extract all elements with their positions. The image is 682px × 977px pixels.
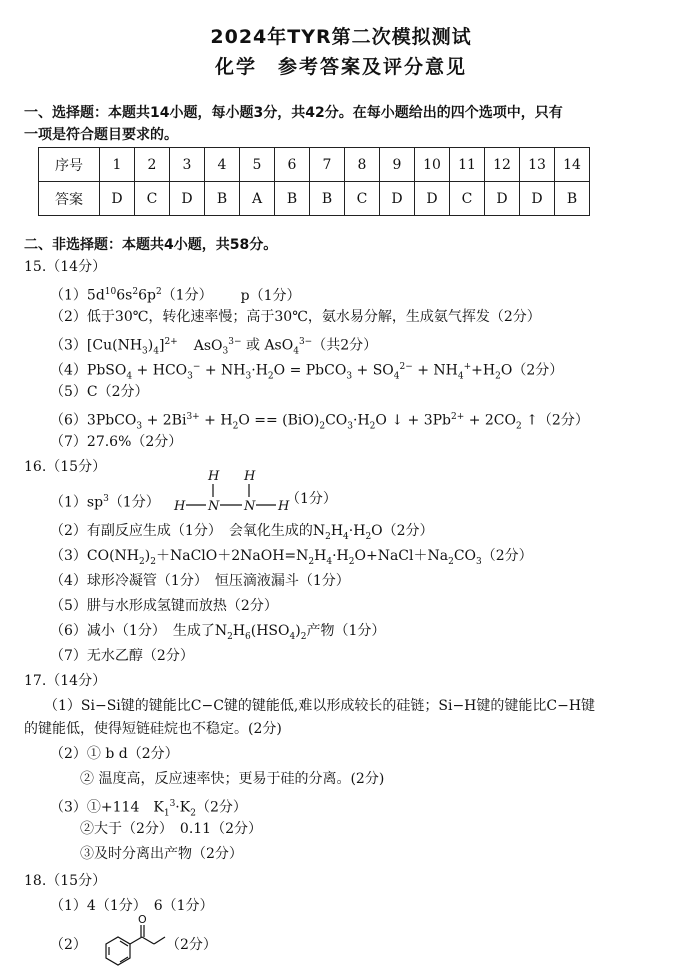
q18-item1: （1）4（1分） 6（1分）	[50, 898, 214, 914]
eq: )	[144, 548, 151, 564]
bond	[142, 937, 154, 944]
page-subtitle: 化学 参考答案及评分意见	[214, 56, 467, 78]
atom-n-2: N	[244, 499, 256, 514]
table-row-answers	[39, 182, 590, 216]
table-row-numbers	[39, 148, 590, 182]
sub: 3	[222, 346, 229, 357]
sub: 2	[300, 631, 307, 642]
eq: + 2CO	[464, 412, 516, 429]
text: 产物（1分）	[306, 623, 386, 639]
eq: ·H	[332, 548, 349, 564]
eq: O = PbCO	[273, 362, 347, 379]
eq: + NH	[200, 362, 246, 379]
sub: 2	[319, 421, 326, 432]
bond	[130, 937, 142, 944]
q17-item1-line1: （1）Si−Si键的键能比C−C键的键能低,难以形成较长的硅链；Si−H键的键能比C−H键	[44, 698, 596, 714]
sub: 2	[267, 371, 274, 382]
sup: 2−	[399, 362, 413, 372]
eq: + 2Bi	[142, 412, 187, 429]
text: H	[330, 523, 344, 539]
q18-heading: 18.（15分）	[24, 873, 107, 889]
answer-table	[38, 147, 590, 216]
sub: 1	[163, 808, 170, 819]
q17-heading: 17.（14分）	[24, 673, 107, 689]
q15-item3	[50, 333, 377, 360]
table-cell: B	[205, 182, 240, 216]
table-header-cell: 答案	[39, 182, 100, 216]
text: ·H	[348, 523, 366, 539]
text: sp	[86, 494, 104, 511]
eq: +H	[471, 362, 496, 379]
q15-heading: 15.（14分）	[24, 259, 107, 275]
sup: 3+	[186, 412, 200, 422]
formula: ]	[158, 337, 165, 354]
eq: O（2分）	[500, 362, 564, 379]
text: (HSO	[250, 623, 290, 639]
sub: 2	[190, 808, 196, 819]
table-cell: 5	[240, 148, 275, 182]
sub: 2	[139, 556, 145, 567]
points: （2分）	[195, 799, 247, 816]
text: （3）①+114 K	[50, 799, 164, 816]
text: )	[295, 623, 301, 639]
q16-item1	[50, 490, 160, 512]
sup: 3−	[298, 337, 313, 347]
eq: + HCO	[132, 362, 188, 379]
table-cell: B	[310, 182, 345, 216]
points: （1分）	[108, 494, 160, 511]
table-cell: 1	[100, 148, 135, 182]
table-header-cell: 序号	[39, 148, 100, 182]
q15-item1	[50, 283, 300, 305]
formula: AsO	[193, 337, 223, 354]
table-cell: 8	[345, 148, 380, 182]
table-cell: 9	[380, 148, 415, 182]
points: （1分）	[161, 287, 213, 304]
q16-item1-structure-points: （1分）	[286, 491, 337, 507]
q16-item2	[50, 522, 434, 546]
formula: )	[147, 337, 154, 354]
text: （2）有副反应生成（1分） 会氧化生成的N	[50, 523, 326, 539]
page-title: 2024年TYR第二次模拟测试	[210, 26, 472, 48]
sub: 3	[136, 421, 143, 432]
q16-item6	[50, 622, 385, 646]
table-cell: 10	[415, 148, 450, 182]
sup: 2+	[450, 412, 465, 422]
eq: + SO	[352, 362, 394, 379]
table-cell: 12	[485, 148, 520, 182]
q15-item2: （2）低于30℃，转化速率慢；高于30℃，氨水易分解，生成氨气挥发（2分）	[50, 309, 541, 325]
eq: O+NaCl＋Na	[354, 548, 449, 564]
sub: 3	[187, 371, 193, 382]
item-label: （1）	[50, 287, 87, 304]
table-cell: B	[275, 182, 310, 216]
q17-item3b: ②大于（2分） 0.11（2分）	[80, 821, 262, 837]
eq: + NH	[412, 362, 458, 379]
sub: 4	[289, 631, 296, 642]
text: 6p	[138, 287, 156, 304]
text: H	[232, 623, 246, 639]
table-cell: B	[555, 182, 590, 216]
table-cell: 2	[135, 148, 170, 182]
eq: ↑（2分）	[521, 412, 589, 429]
atom-n-1: N	[208, 499, 220, 514]
item-label: （6）	[50, 412, 87, 429]
sub: 2	[150, 556, 156, 567]
sup: −	[192, 362, 201, 372]
table-cell: A	[240, 182, 275, 216]
sup: 3−	[228, 337, 242, 347]
sub: 2	[448, 556, 454, 567]
atom-h-top-2: H	[244, 469, 256, 484]
eq: ·H	[353, 412, 370, 429]
text: 6s	[116, 287, 133, 304]
atom-h-right: H	[278, 499, 290, 514]
sub: 2	[369, 421, 376, 432]
q15-item7: （7）27.6%（2分）	[50, 434, 183, 450]
eq: ＋NaClO＋2NaOH=N	[155, 548, 309, 564]
table-cell: C	[135, 182, 170, 216]
q17-item2b: ② 温度高，反应速率快；更易于硅的分离。(2分)	[80, 771, 385, 787]
sub: 3	[245, 371, 252, 382]
sub: 6	[245, 631, 251, 642]
sub: 4	[326, 556, 333, 567]
text: O（2分）	[371, 523, 434, 539]
table-cell: 6	[275, 148, 310, 182]
q15-item5: （5）C（2分）	[50, 384, 149, 400]
sub: 2	[516, 421, 522, 432]
item-label: （3）	[50, 337, 87, 354]
q15-item6	[50, 408, 589, 435]
q16-heading: 16.（15分）	[24, 459, 107, 475]
propiophenone-structure	[88, 912, 168, 974]
table-cell: 3	[170, 148, 205, 182]
text: ·K	[175, 799, 191, 816]
item-label: （1）	[50, 494, 87, 511]
sub: 2	[348, 556, 355, 567]
q18-item2-points: （2分）	[166, 937, 217, 953]
atom-h-left: H	[174, 499, 186, 514]
sub: 2	[232, 421, 239, 432]
sub: 2	[325, 531, 331, 542]
sup: 3	[169, 799, 176, 809]
eq: （3）CO(NH	[50, 548, 140, 564]
formula: AsO	[264, 337, 294, 354]
q16-item7: （7）无水乙醇（2分）	[50, 648, 194, 664]
eq: O ↓ + 3Pb	[375, 412, 451, 429]
table-cell: 4	[205, 148, 240, 182]
atom-o: O	[138, 913, 147, 926]
part1-heading-line1: 一、选择题：本题共14小题，每小题3分，共42分。在每小题给出的四个选项中，只有	[24, 105, 563, 121]
eq: ·H	[251, 362, 268, 379]
sub: 4	[126, 371, 133, 382]
table-cell: D	[170, 182, 205, 216]
sub: 3	[347, 421, 353, 432]
q17-item1-line2: 的键能低，使得短链硅烷也不稳定。(2分)	[24, 721, 282, 737]
table-cell: D	[100, 182, 135, 216]
table-cell: 14	[555, 148, 590, 182]
table-cell: 13	[520, 148, 555, 182]
sub: 3	[142, 346, 148, 357]
sup: 10	[104, 287, 117, 297]
sub: 2	[227, 631, 233, 642]
eq: + H	[199, 412, 233, 429]
part2-heading: 二、非选择题：本题共4小题，共58分。	[24, 237, 278, 253]
eq: CO	[325, 412, 348, 429]
q18-item2-label: （2）	[50, 937, 87, 953]
sub: 2	[308, 556, 315, 567]
sub: 3	[346, 371, 353, 382]
q17-item2a: （2）① b d（2分）	[50, 746, 179, 762]
text: （6）减小（1分） 生成了N	[50, 623, 228, 639]
eq: （2分）	[481, 548, 533, 564]
points: （共2分）	[312, 337, 378, 354]
part1-heading-line2: 一项是符合题目要求的。	[24, 127, 178, 143]
table-cell: 7	[310, 148, 345, 182]
table-cell: C	[450, 182, 485, 216]
sub: 4	[343, 531, 349, 542]
text: 或	[241, 337, 265, 354]
sub: 4	[393, 371, 400, 382]
eq: H	[314, 548, 327, 564]
table-cell: D	[380, 182, 415, 216]
sup: 3	[103, 494, 109, 504]
q16-item5: （5）肼与水形成氢键而放热（2分）	[50, 598, 278, 614]
eq: O == (BiO)	[238, 412, 320, 429]
table-cell: D	[415, 182, 450, 216]
table-cell: D	[520, 182, 555, 216]
sub: 4	[153, 346, 159, 357]
sub: 4	[293, 346, 299, 357]
text: 5d	[86, 287, 105, 304]
sub: 3	[476, 556, 482, 567]
q17-item3a	[50, 795, 247, 822]
text: p（1分）	[240, 287, 301, 304]
eq: PbSO	[86, 362, 127, 379]
eq: 3PbCO	[86, 412, 137, 429]
q17-item3c: ③及时分离出产物（2分）	[80, 846, 243, 862]
table-cell: C	[345, 182, 380, 216]
sub: 2	[365, 531, 372, 542]
sub: 2	[495, 371, 501, 382]
q15-item4	[50, 358, 563, 385]
formula: [Cu(NH	[86, 337, 143, 354]
atom-h-top-1: H	[208, 469, 220, 484]
table-cell: 11	[450, 148, 485, 182]
q16-item3	[50, 547, 533, 571]
table-cell: D	[485, 182, 520, 216]
sup: 2+	[164, 337, 178, 347]
bond	[154, 937, 165, 944]
sup: 2	[155, 287, 162, 297]
sup: 2	[132, 287, 139, 297]
sup: +	[463, 362, 472, 372]
q16-item4: （4）球形冷凝管（1分） 恒压滴液漏斗（1分）	[50, 573, 350, 589]
item-label: （4）	[50, 362, 87, 379]
sub: 4	[457, 371, 464, 382]
eq: CO	[453, 548, 477, 564]
